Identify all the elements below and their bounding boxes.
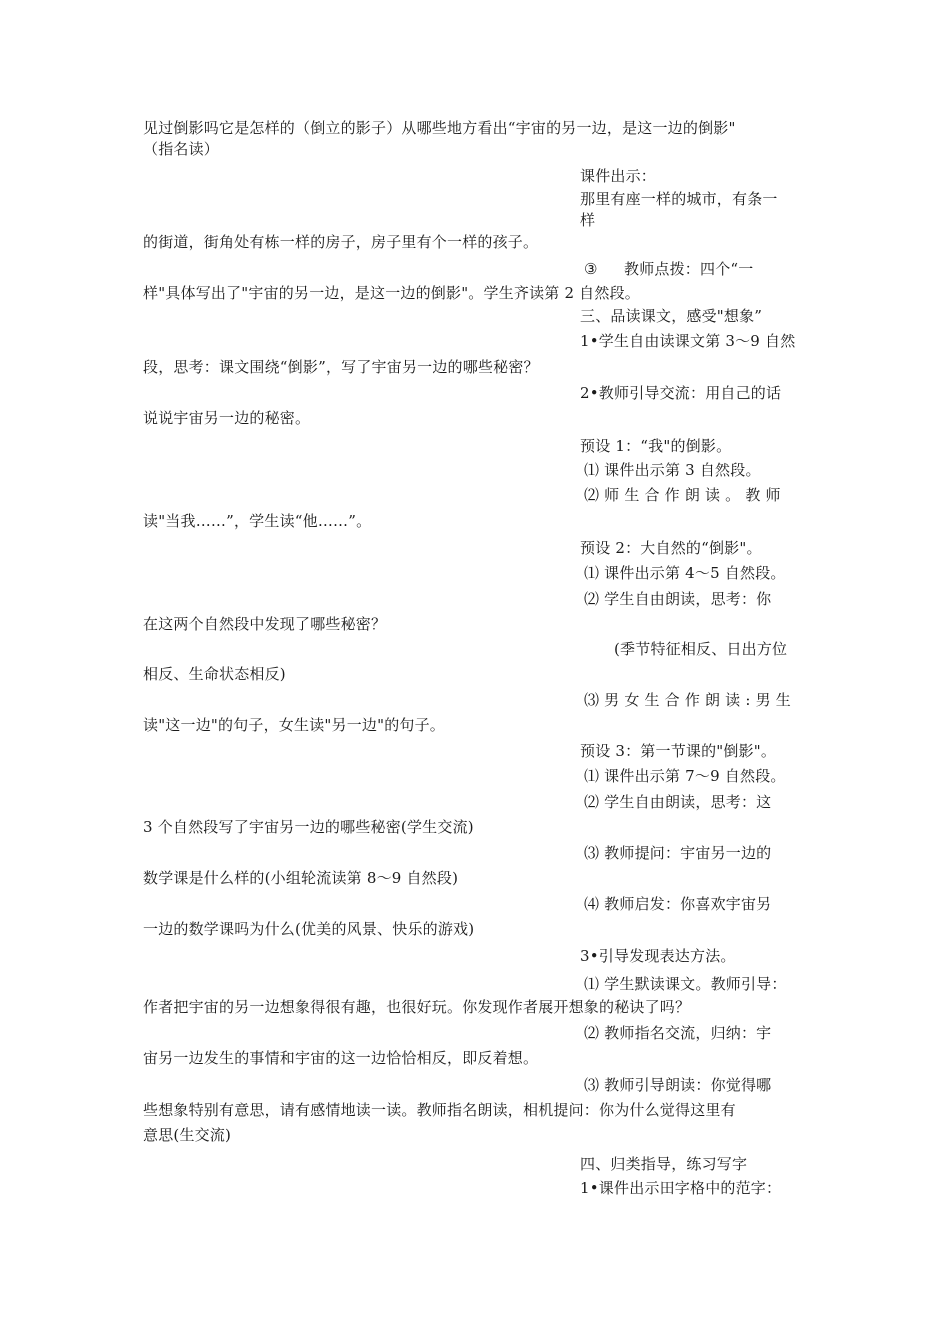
text-line: 读"当我……”，学生读“他……”。 (143, 512, 372, 530)
text-line: 1•课件出示田字格中的范字： (580, 1179, 782, 1197)
text-line: 读"这一边"的句子，女生读"另一边"的句子。 (143, 716, 445, 734)
text-line: 课件出示： (580, 167, 657, 185)
text-line: 预设 1：“我"的倒影。 (580, 437, 732, 455)
circled-number: ③ (584, 260, 598, 278)
text-line: ⑴ 课件出示第 4〜5 自然段。 (584, 564, 786, 582)
text-line: 样 (580, 211, 596, 229)
text-line: 预设 2：大自然的“倒影"。 (580, 539, 762, 557)
text-line: 在这两个自然段中发现了哪些秘密？ (143, 615, 387, 633)
text-line: (季节特征相反、日出方位 (614, 640, 788, 658)
text-line: ⑵ 师 生 合 作 朗 读 。 教 师 (584, 486, 781, 504)
text-line: 那里有座一样的城市，有条一 (580, 190, 778, 208)
text-line: ⑵ 学生自由朗读，思考：你 (584, 590, 772, 608)
text-line: 2•教师引导交流：用自己的话 (580, 384, 782, 402)
text-line: 1•学生自由读课文第 3〜9 自然 (580, 332, 796, 350)
section-heading: 三、品读课文，感受"想象” (580, 307, 763, 325)
text-line: 3 个自然段写了宇宙另一边的哪些秘密(学生交流) (143, 818, 474, 836)
text-line: 段，思考：课文围绕“倒影”，写了宇宙另一边的哪些秘密？ (143, 358, 539, 376)
text-line: 3•引导发现表达方法。 (580, 947, 736, 965)
text-line: 说说宇宙另一边的秘密。 (143, 409, 311, 427)
text-line: 见过倒影吗它是怎样的（倒立的影子）从哪些地方看出“宇宙的另一边，是这一边的倒影" (143, 119, 736, 137)
text-line: 些想象特别有意思，请有感情地读一读。教师指名朗读，相机提问：你为什么觉得这里有 (143, 1101, 736, 1119)
text-line: 宙另一边发生的事情和宇宙的这一边恰恰相反，即反着想。 (143, 1049, 539, 1067)
text-line: ⑷ 教师启发：你喜欢宇宙另 (584, 895, 772, 913)
text-line: 数学课是什么样的(小组轮流读第 8〜9 自然段) (143, 869, 459, 887)
text-line: ⑵ 教师指名交流，归纳：宇 (584, 1024, 772, 1042)
text-line: ⑴ 学生默读课文。教师引导： (584, 975, 787, 993)
text-line (584, 259, 753, 279)
text-span: 教师点拨：四个“一 (624, 260, 754, 278)
text-line: ⑴ 课件出示第 7〜9 自然段。 (584, 767, 786, 785)
text-line: （指名读） (143, 140, 220, 158)
section-heading: 四、归类指导，练习写字 (580, 1155, 748, 1173)
text-line: 作者把宇宙的另一边想象得很有趣，也很好玩。你发现作者展开想象的秘诀了吗？ (143, 998, 691, 1016)
text-line: ⑵ 学生自由朗读，思考：这 (584, 793, 772, 811)
text-line: ⑶ 男 女 生 合 作 朗 读 : 男 生 (584, 691, 791, 709)
text-line: 意思(生交流) (143, 1126, 232, 1144)
text-line: 一边的数学课吗为什么(优美的风景、快乐的游戏) (143, 920, 475, 938)
text-line: 样"具体写出了"宇宙的另一边，是这一边的倒影"。学生齐读第 2 自然段。 (143, 284, 640, 302)
text-line: 预设 3：第一节课的"倒影"。 (580, 742, 777, 760)
text-line: 的街道，街角处有栋一样的房子，房子里有个一样的孩子。 (143, 233, 539, 251)
text-line: ⑴ 课件出示第 3 自然段。 (584, 461, 761, 479)
text-line: 相反、生命状态相反) (143, 665, 286, 683)
text-line: ⑶ 教师提问：宇宙另一边的 (584, 844, 772, 862)
text-line: ⑶ 教师引导朗读：你觉得哪 (584, 1076, 772, 1094)
